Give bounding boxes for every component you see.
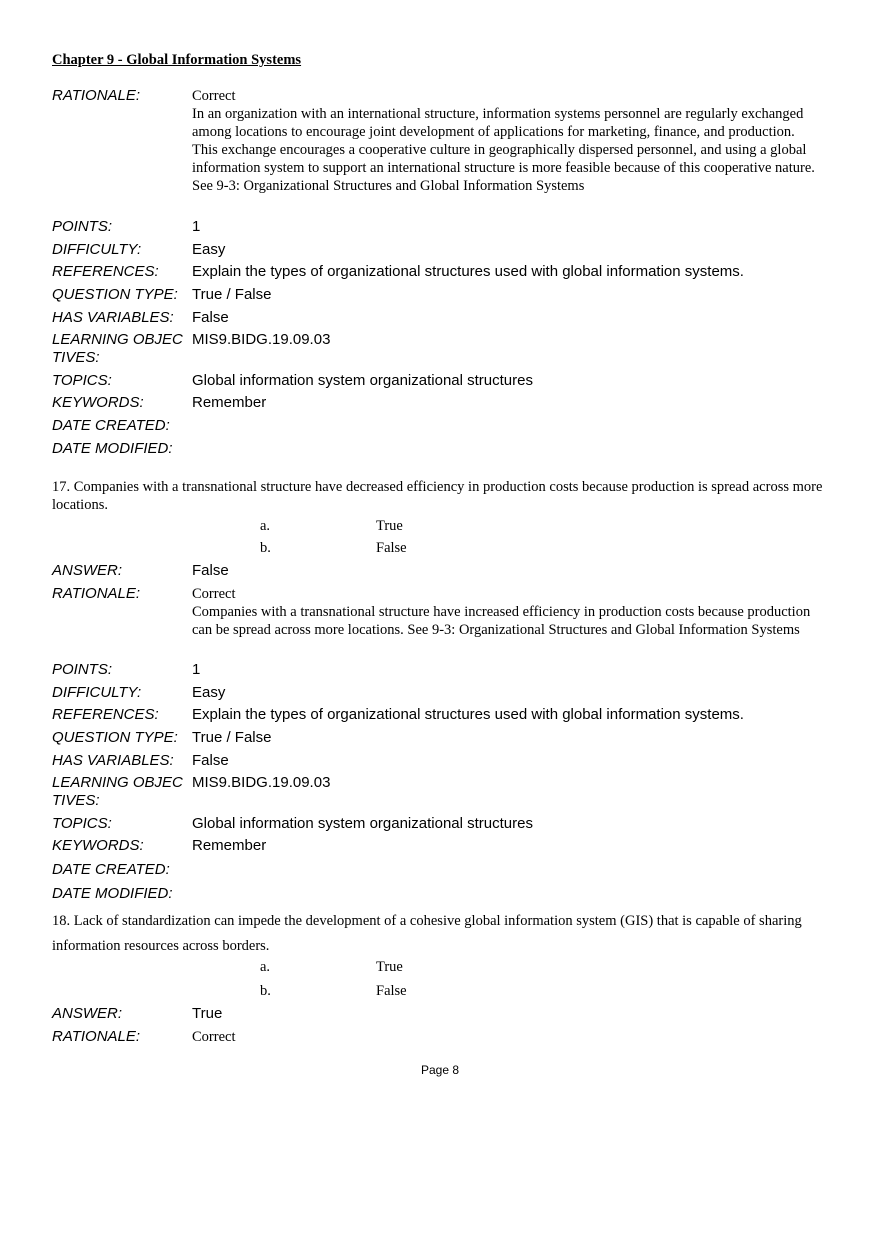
q17-references-row [52,706,832,726]
date-modified-label: DATE MODIFIED: [52,885,173,902]
q16-references-value: Explain the types of organizational structures used with global information systems. [192,263,744,280]
answer-label: ANSWER: [52,1005,123,1022]
page-number: Page 8 [420,1063,460,1077]
has-variables-label: HAS VARIABLES: [52,309,174,326]
q17-date-modified-row [52,885,832,905]
date-created-label: DATE CREATED: [52,861,170,878]
q17-topics-value: Global information system organizational structures [192,815,533,832]
rationale-label: RATIONALE: [52,585,141,602]
points-label: POINTS: [52,661,113,678]
q16-keywords-row [52,394,832,414]
difficulty-label: DIFFICULTY: [52,684,142,701]
answer-label: ANSWER: [52,562,123,579]
q18-option-b-text: False [376,983,407,999]
q17-option-a-letter: a. [260,518,271,534]
q17-keywords-row [52,837,832,857]
date-created-label: DATE CREATED: [52,417,170,434]
q16-difficulty-row [52,241,832,261]
q17-option-b-text: False [376,540,407,556]
learning-objectives-label-line2: TIVES: [52,792,100,809]
q16-date-modified-row [52,440,832,460]
q17-keywords-value: Remember [192,837,267,854]
rationale-label: RATIONALE: [52,1028,141,1045]
has-variables-label: HAS VARIABLES: [52,752,174,769]
references-label: REFERENCES: [52,706,159,723]
q17-question-text: 17. Companies with a transnational structure have decreased efficiency in production costs because production is spread across more locations. [52,479,823,513]
q16-rationale-head: Correct [192,88,236,104]
points-label: POINTS: [52,218,113,235]
q16-keywords-value: Remember [192,394,267,411]
q17-question-type-value: True / False [192,729,272,746]
q16-has-variables-row [52,309,832,329]
q18-option-a-letter: a. [260,959,271,975]
learning-objectives-label [52,774,192,810]
q17-date-created-row [52,861,832,881]
q16-topics-value: Global information system organizational structures [192,372,533,389]
learning-objectives-label-line1: LEARNING OBJEC [52,774,183,791]
topics-label: TOPICS: [52,372,112,389]
q17-topics-row [52,815,832,835]
keywords-label: KEYWORDS: [52,394,144,411]
q18-answer-value: True [192,1005,223,1022]
question-type-label: QUESTION TYPE: [52,286,178,303]
difficulty-label: DIFFICULTY: [52,241,142,258]
q16-learning-objectives-row [52,331,832,371]
q16-question-type-row [52,286,832,306]
chapter-title: Chapter 9 - Global Information Systems [52,52,302,68]
q16-points-row [52,218,832,238]
q17-rationale-body: Companies with a transnational structure have increased efficiency in production costs because production can be spread across more locations. See 9-3: Organizational Structures and Global Information Systems [192,604,811,638]
q17-difficulty-row [52,684,832,704]
q17-rationale-row [52,585,832,660]
q17-learning-objectives-row [52,774,832,814]
q17-has-variables-value: False [192,752,229,769]
q17-learning-objectives-value: MIS9.BIDG.19.09.03 [192,774,331,791]
q18-option-a-text: True [376,959,403,975]
q16-learning-objectives-value: MIS9.BIDG.19.09.03 [192,331,331,348]
q16-rationale-body: In an organization with an international structure, information systems personnel are regularly exchanged among locations to encourage joint development of applications for marketing, finance, and production. This exchange encourages a cooperative culture in geographically dispersed personnel, and using a global information system to support an international structure is more feasible because of this cooperative nature. See 9-3: Organizational Structures and Global Information Systems [192,106,815,194]
q16-rationale [192,87,822,195]
q17-rationale-head: Correct [192,586,236,602]
q16-rationale-row [52,87,832,217]
q18-rationale-head: Correct [192,1029,236,1045]
q17-difficulty-value: Easy [192,684,226,701]
q17-rationale [192,585,822,639]
date-modified-label: DATE MODIFIED: [52,440,173,457]
keywords-label: KEYWORDS: [52,837,144,854]
q17-option-b-letter: b. [260,540,271,556]
q16-question-type-value: True / False [192,286,272,303]
q16-topics-row [52,372,832,392]
rationale-label: RATIONALE: [52,87,141,104]
q16-difficulty-value: Easy [192,241,226,258]
q17-answer-value: False [192,562,229,579]
q18-rationale-row [52,1028,832,1048]
q16-points-value: 1 [192,218,201,235]
learning-objectives-label-line1: LEARNING OBJEC [52,331,183,348]
q16-references-row [52,263,832,283]
q18-option-b-letter: b. [260,983,271,999]
learning-objectives-label-line2: TIVES: [52,349,100,366]
q17-question-type-row [52,729,832,749]
learning-objectives-label [52,331,192,367]
references-label: REFERENCES: [52,263,159,280]
q16-has-variables-value: False [192,309,229,326]
q17-option-a-text: True [376,518,403,534]
q18-question-text: 18. Lack of standardization can impede the development of a cohesive global information system (GIS) that is capable of sharing information resources across borders. [52,913,802,954]
q17-has-variables-row [52,752,832,772]
topics-label: TOPICS: [52,815,112,832]
q16-date-created-row [52,417,832,437]
q17-points-row [52,661,832,681]
q17-references-value: Explain the types of organizational structures used with global information systems. [192,706,744,723]
question-type-label: QUESTION TYPE: [52,729,178,746]
q18-answer-row [52,1005,832,1025]
q17-points-value: 1 [192,661,201,678]
q17-answer-row [52,562,832,582]
